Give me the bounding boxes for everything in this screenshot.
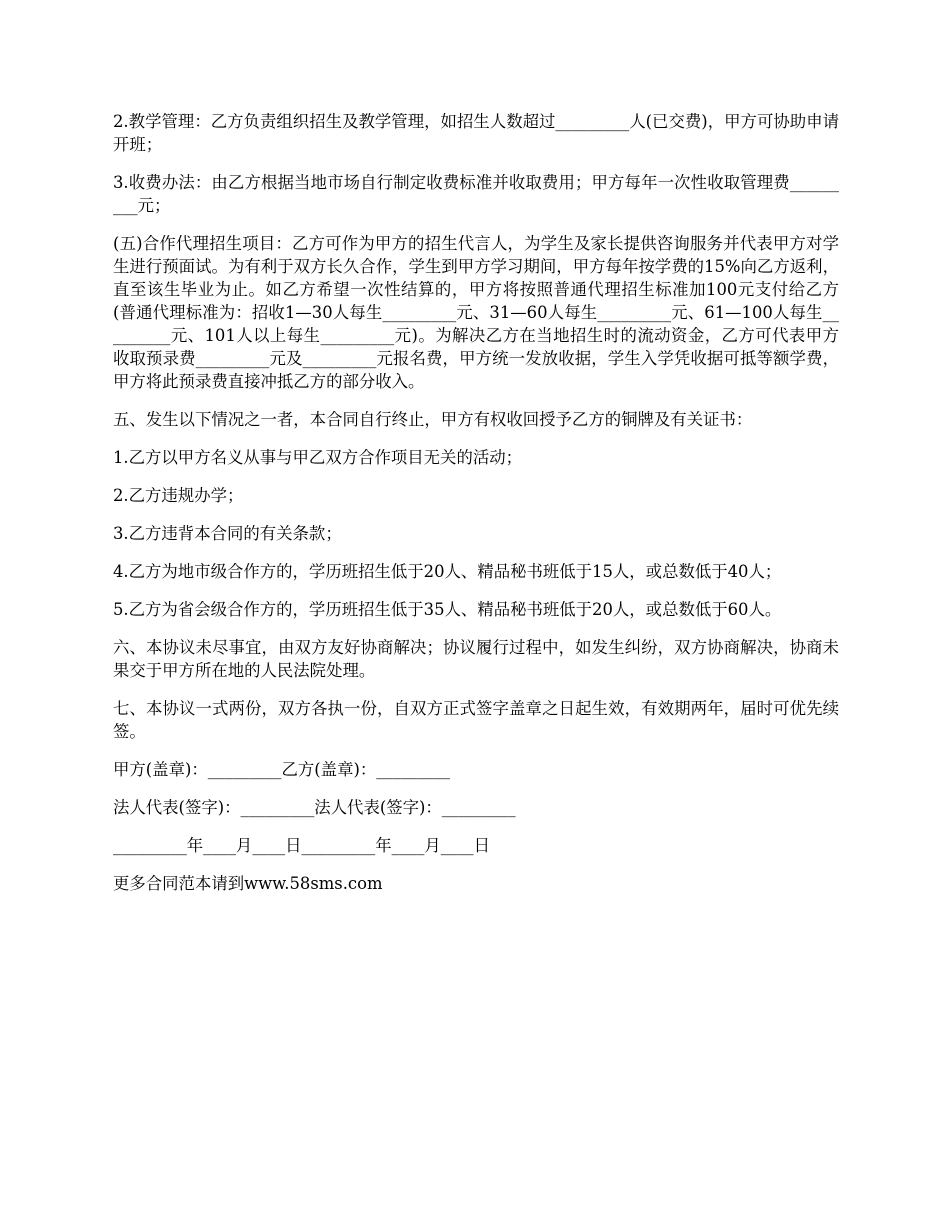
document-body	[113, 110, 839, 910]
date-line: _________年____月____日_________年____月____日	[113, 836, 490, 855]
section-five-heading: 五、发生以下情况之一者，本合同自行终止，甲方有权收回授予乙方的铜牌及有关证书：	[113, 410, 753, 429]
seal-line: 甲方(盖章)：_________乙方(盖章)：_________	[113, 760, 450, 779]
termination-item-2: 2.乙方违规办学；	[113, 486, 244, 505]
clause-fee-method: 3.收费办法：由乙方根据当地市场自行制定收费标准并收取费用；甲方每年一次性收取管理费_________元；	[113, 173, 839, 215]
clause-agency-enrollment: (五)合作代理招生项目：乙方可作为甲方的招生代言人，为学生及家长提供咨询服务并代表甲方对学生进行预面试。为有利于双方长久合作，学生到甲方学习期间，甲方每年按学费的15%向乙方返利，直至该生毕业为止。如乙方希望一次性结算的，甲方将按照普通代理招生标准加100元支付给乙方(普通代理标准为：招收1—30人每生_________元、31—60人每生_________元、61—100人每生_________元、101人以上每生_________元)。为解决乙方在当地招生时的流动资金，乙方可代表甲方收取预录费_________元及_________元报名费，甲方统一发放收据，学生入学凭收据可抵等额学费，甲方将此预录费直接冲抵乙方的部分收入。	[113, 234, 839, 391]
termination-item-5: 5.乙方为省会级合作方的，学历班招生低于35人、精品秘书班低于20人，或总数低于60人。	[113, 600, 782, 619]
termination-item-3: 3.乙方违背本合同的有关条款；	[113, 524, 342, 543]
clause-teaching-management: 2.教学管理：乙方负责组织招生及教学管理，如招生人数超过_________人(已交费)，甲方可协助申请开班；	[113, 112, 839, 154]
section-seven: 七、本协议一式两份，双方各执一份，自双方正式签字盖章之日起生效，有效期两年，届时可优先续签。	[113, 699, 839, 741]
footer-link-text: 更多合同范本请到www.58sms.com	[113, 874, 383, 893]
termination-item-1: 1.乙方以甲方名义从事与甲乙双方合作项目无关的活动；	[113, 448, 523, 467]
termination-item-4: 4.乙方为地市级合作方的，学历班招生低于20人、精品秘书班低于15人，或总数低于40人；	[113, 562, 782, 581]
legal-representative-line: 法人代表(签字)：_________法人代表(签字)：_________	[113, 798, 516, 817]
section-six: 六、本协议未尽事宜，由双方友好协商解决；协议履行过程中，如发生纠纷，双方协商解决，协商未果交于甲方所在地的人民法院处理。	[113, 638, 839, 680]
